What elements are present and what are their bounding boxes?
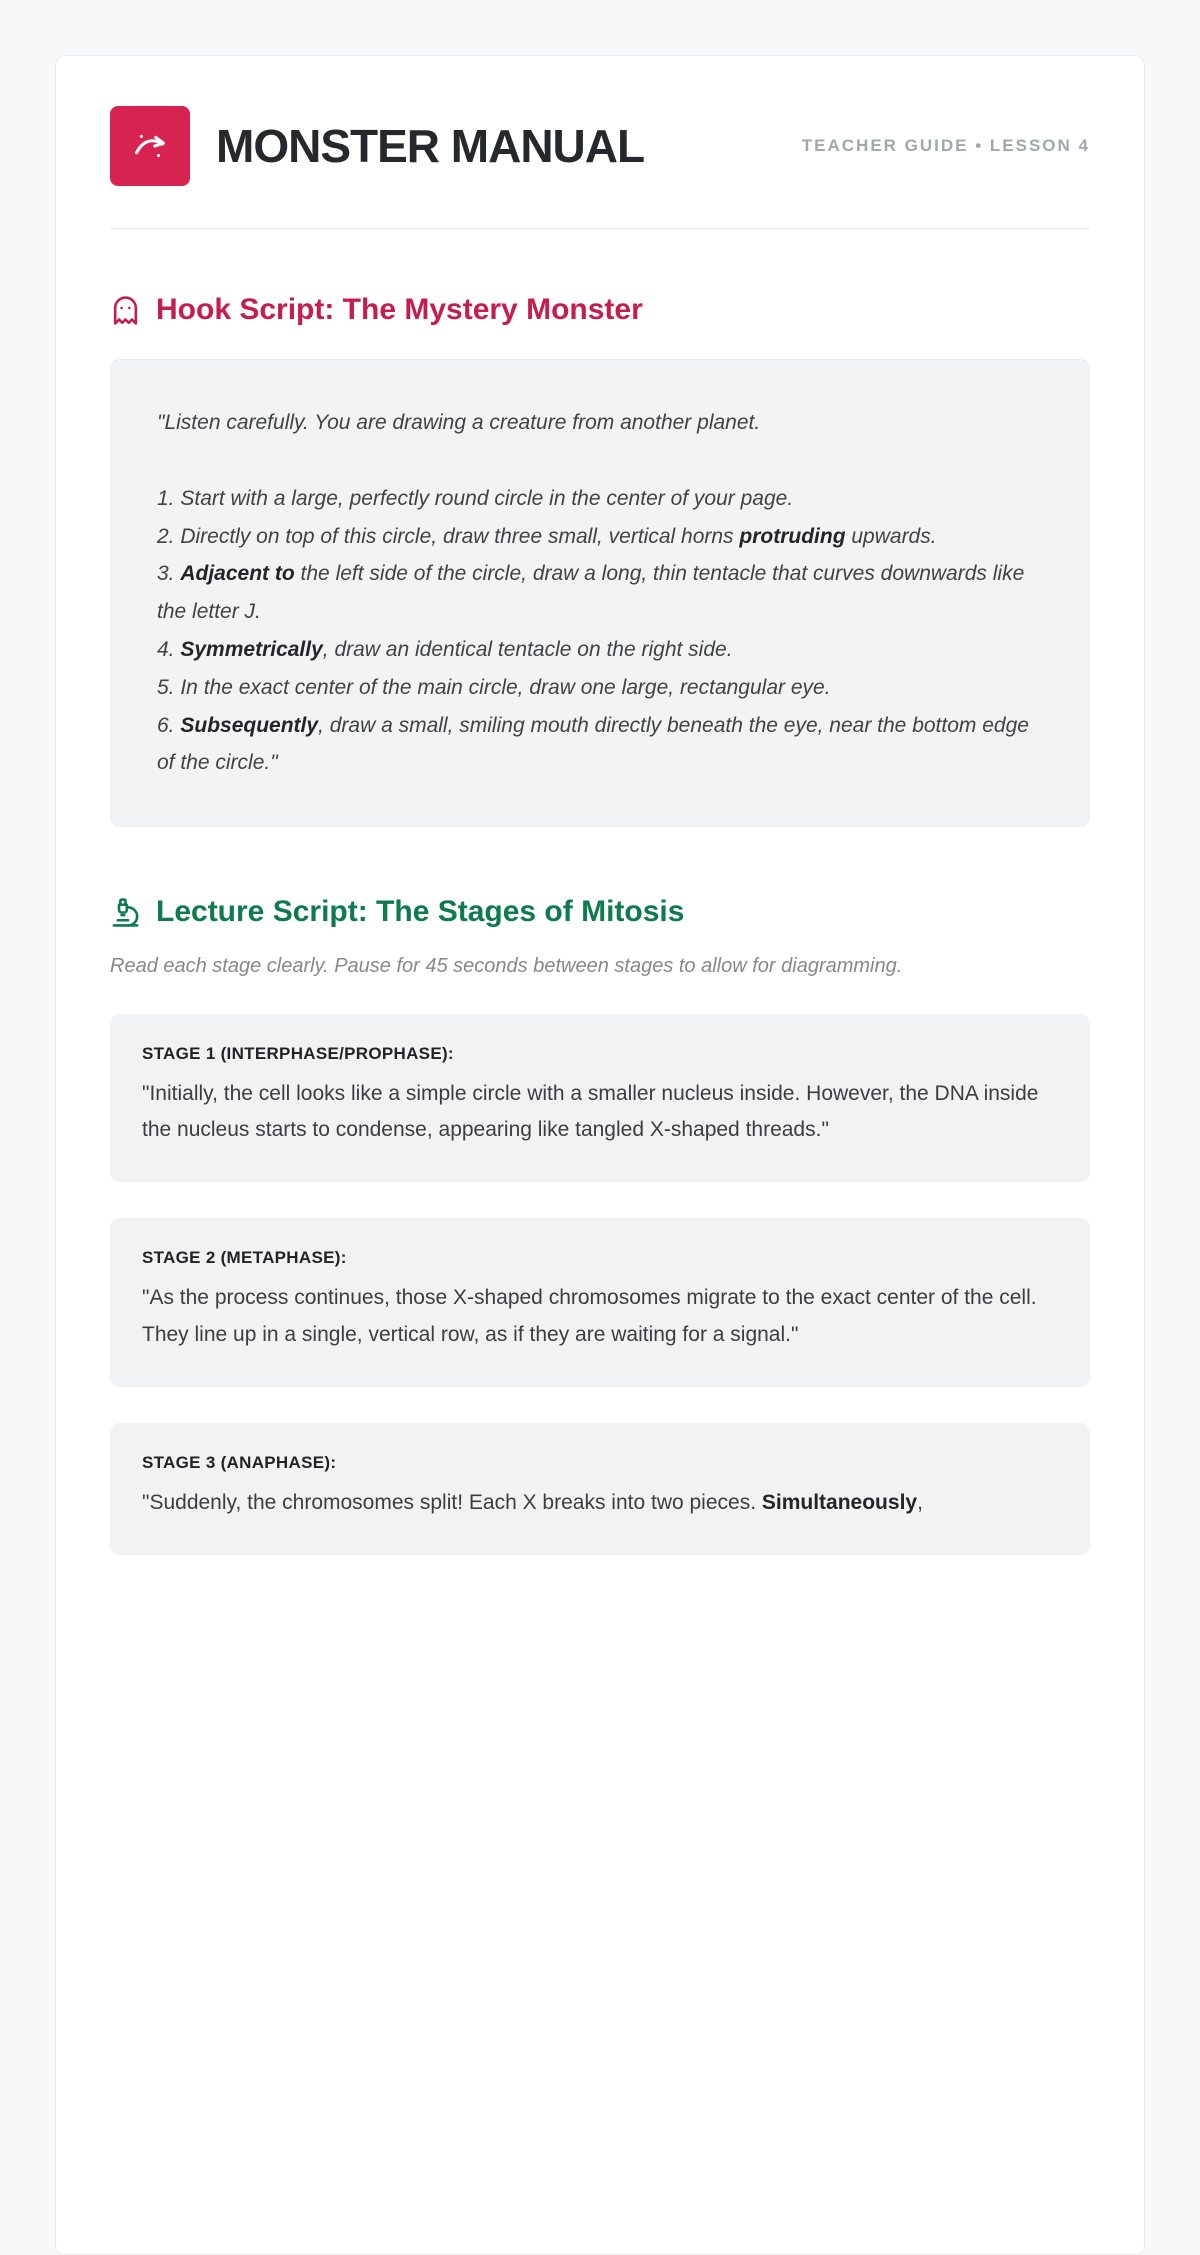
lecture-note: Read each stage clearly. Pause for 45 seconds between stages to allow for diagramming. [110, 955, 903, 978]
hook-heading-label: Hook Script: The Mystery Monster [156, 293, 643, 326]
doodle-scribble-icon [127, 123, 173, 169]
hook-intro: "Listen carefully. You are drawing a creature from another planet. [157, 411, 761, 434]
header [110, 106, 1090, 186]
hook-step: 4. Symmetrically, draw an identical tentacle on the right side. [157, 637, 733, 661]
stage-card [110, 1218, 1090, 1386]
hook-section [110, 293, 1090, 827]
hook-step: 6. Subsequently, draw a small, smiling mouth directly beneath the eye, near the bottom edge of the circle." [157, 713, 1029, 775]
stage-label: STAGE 3 (ANAPHASE): [142, 1452, 337, 1472]
hook-step: 3. Adjacent to the left side of the circle, draw a long, thin tentacle that curves downwards like the letter J. [157, 562, 1025, 624]
stage-text: "Suddenly, the chromosomes split! Each X breaks into two pieces. Simultaneously, [142, 1490, 923, 1514]
hook-step: 1. Start with a large, perfectly round circle in the center of your page. [157, 486, 794, 510]
lecture-section [110, 895, 1090, 1555]
stage-label: STAGE 1 (INTERPHASE/PROPHASE): [142, 1044, 454, 1064]
stage-card [110, 1423, 1090, 1555]
hook-heading [110, 293, 1090, 327]
header-divider [110, 228, 1090, 229]
document-card [55, 55, 1145, 2255]
ghost-icon [110, 295, 141, 326]
stage-text: "Initially, the cell looks like a simple circle with a smaller nucleus inside. However, the DNA inside the nucleus starts to condense, appearing like tangled X-shaped threads." [142, 1082, 1039, 1142]
lecture-heading [110, 895, 1090, 929]
hook-step: 5. In the exact center of the main circle, draw one large, rectangular eye. [157, 675, 831, 699]
lesson-badge: TEACHER GUIDE • LESSON 4 [801, 136, 1090, 155]
stage-card [110, 1014, 1090, 1182]
microscope-icon [110, 897, 141, 928]
stage-text: "As the process continues, those X-shaped chromosomes migrate to the exact center of the cell. They line up in a single, vertical row, as if they are waiting for a signal." [142, 1286, 1037, 1346]
hook-script-box [110, 359, 1090, 827]
stage-label: STAGE 2 (METAPHASE): [142, 1248, 347, 1268]
page-title: MONSTER MANUAL [216, 120, 645, 172]
lecture-heading-label: Lecture Script: The Stages of Mitosis [156, 895, 685, 929]
logo [110, 106, 190, 186]
hook-step: 2. Directly on top of this circle, draw three small, vertical horns protruding upwards. [157, 524, 937, 548]
